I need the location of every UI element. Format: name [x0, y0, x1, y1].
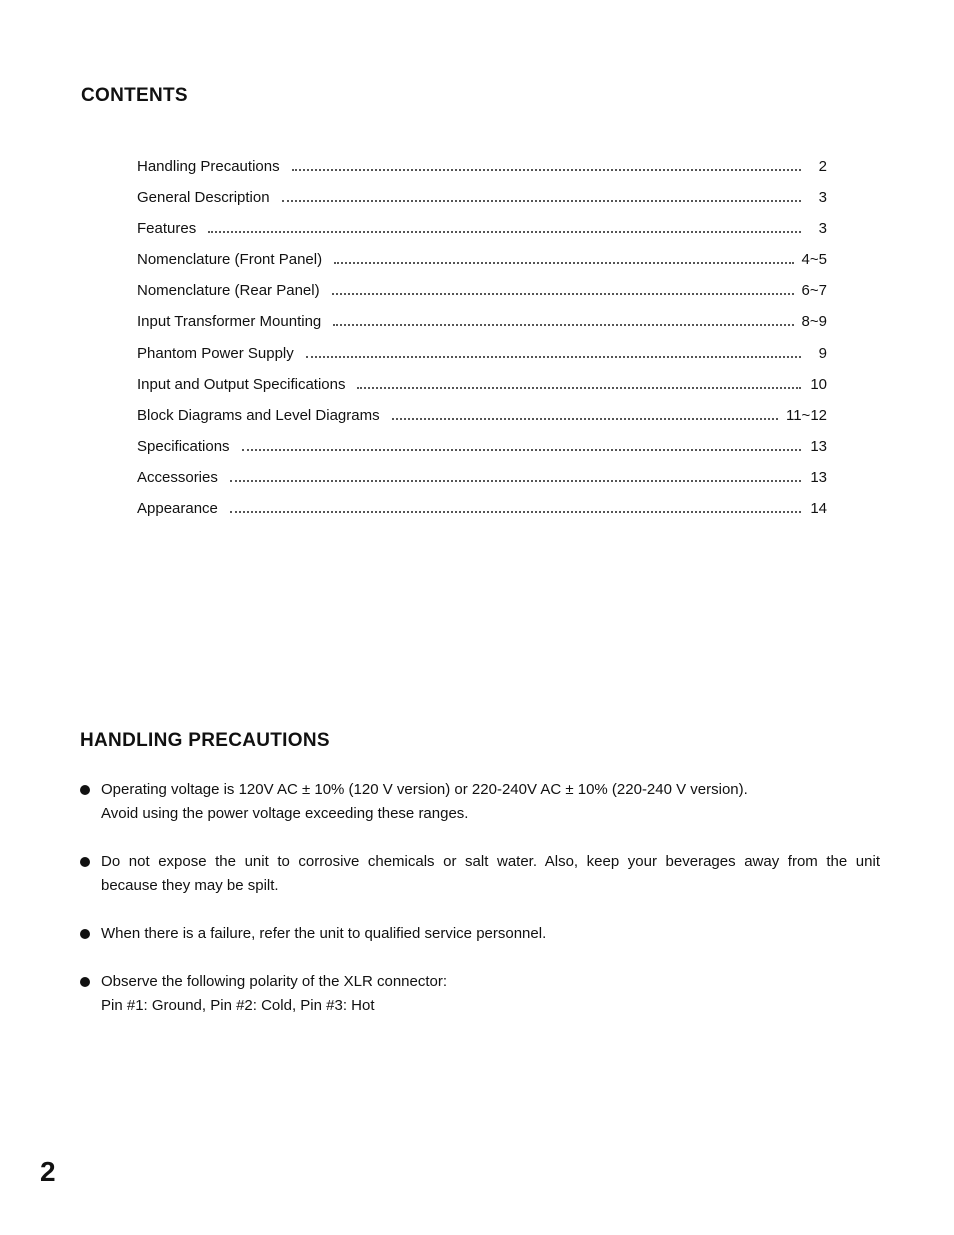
toc-entry-label: Accessories	[137, 468, 218, 486]
toc-entry-page: 2	[818, 158, 827, 175]
toc-entry-page: 10	[810, 375, 827, 393]
toc-entry-label: Appearance	[137, 500, 218, 518]
bullet-icon	[80, 929, 90, 939]
toc-entry-page: 6~7	[801, 282, 827, 300]
precautions-list	[80, 778, 880, 1042]
toc-entry-label: Block Diagrams and Level Diagrams	[137, 406, 380, 424]
toc-entry[interactable]	[137, 469, 827, 500]
toc-entry[interactable]	[137, 158, 827, 189]
toc-entry-label: Handling Precautions	[137, 158, 280, 175]
toc-entry-page: 11~12	[785, 406, 827, 424]
handling-precautions-heading: HANDLING PRECAUTIONS	[80, 730, 330, 751]
toc-leader-dots	[230, 511, 801, 513]
toc-entry-label: Input Transformer Mounting	[137, 313, 322, 331]
precaution-text-line: Operating voltage is 120V AC ± 10% (120 V version) or 220-240V AC ± 10% (220-240 V version).	[101, 781, 748, 798]
toc-entry[interactable]	[137, 189, 827, 220]
toc-leader-dots	[334, 262, 793, 264]
toc-entry-page: 3	[818, 220, 827, 238]
bullet-icon	[80, 977, 90, 987]
toc-entry-page: 14	[810, 500, 827, 518]
toc-leader-dots	[242, 449, 801, 451]
toc-entry-label: Features	[137, 220, 197, 238]
precaution-text-line: Observe the following polarity of the XLR connector:	[101, 973, 448, 990]
toc-entry[interactable]	[137, 500, 827, 531]
table-of-contents	[137, 158, 827, 531]
toc-entry[interactable]	[137, 345, 827, 376]
toc-entry[interactable]	[137, 438, 827, 469]
toc-entry-page: 8~9	[801, 313, 827, 331]
bullet-icon	[80, 857, 90, 867]
toc-entry-page: 13	[810, 437, 827, 455]
toc-entry-label: Nomenclature (Front Panel)	[137, 251, 323, 269]
precaution-item	[80, 850, 880, 898]
toc-entry-page: 4~5	[801, 251, 827, 269]
toc-leader-dots	[332, 293, 794, 295]
contents-heading: CONTENTS	[81, 85, 188, 106]
precaution-text-line: Pin #1: Ground, Pin #2: Cold, Pin #3: Hot	[101, 997, 375, 1014]
toc-entry-label: Phantom Power Supply	[137, 344, 294, 362]
toc-entry-page: 13	[810, 468, 827, 486]
toc-leader-dots	[306, 356, 801, 358]
precaution-item	[80, 970, 880, 1018]
bullet-icon	[80, 785, 90, 795]
toc-leader-dots	[282, 200, 801, 202]
toc-leader-dots	[357, 387, 801, 389]
toc-entry[interactable]	[137, 407, 827, 438]
precaution-text-line: because they may be spilt.	[101, 877, 279, 894]
toc-entry-page: 3	[818, 189, 827, 207]
toc-leader-dots	[392, 418, 778, 420]
toc-leader-dots	[208, 231, 801, 233]
toc-entry[interactable]	[137, 282, 827, 313]
toc-entry[interactable]	[137, 376, 827, 407]
toc-leader-dots	[292, 169, 801, 171]
toc-leader-dots	[333, 324, 793, 326]
toc-entry-label: Specifications	[137, 437, 230, 455]
precaution-text-line: Avoid using the power voltage exceeding these ranges.	[101, 805, 469, 822]
toc-entry[interactable]	[137, 313, 827, 344]
toc-leader-dots	[230, 480, 801, 482]
toc-entry-label: Nomenclature (Rear Panel)	[137, 282, 320, 300]
toc-entry[interactable]	[137, 220, 827, 251]
precaution-text-line: Do not expose the unit to corrosive chemicals or salt water. Also, keep your beverages away from the unit	[101, 853, 880, 870]
toc-entry-page: 9	[818, 344, 827, 362]
page-number: 2	[40, 1156, 56, 1187]
toc-entry[interactable]	[137, 251, 827, 282]
precaution-text-line: When there is a failure, refer the unit to qualified service personnel.	[101, 925, 547, 942]
toc-entry-label: Input and Output Specifications	[137, 375, 346, 393]
precaution-item	[80, 922, 880, 946]
precaution-item	[80, 778, 880, 826]
toc-entry-label: General Description	[137, 189, 270, 207]
